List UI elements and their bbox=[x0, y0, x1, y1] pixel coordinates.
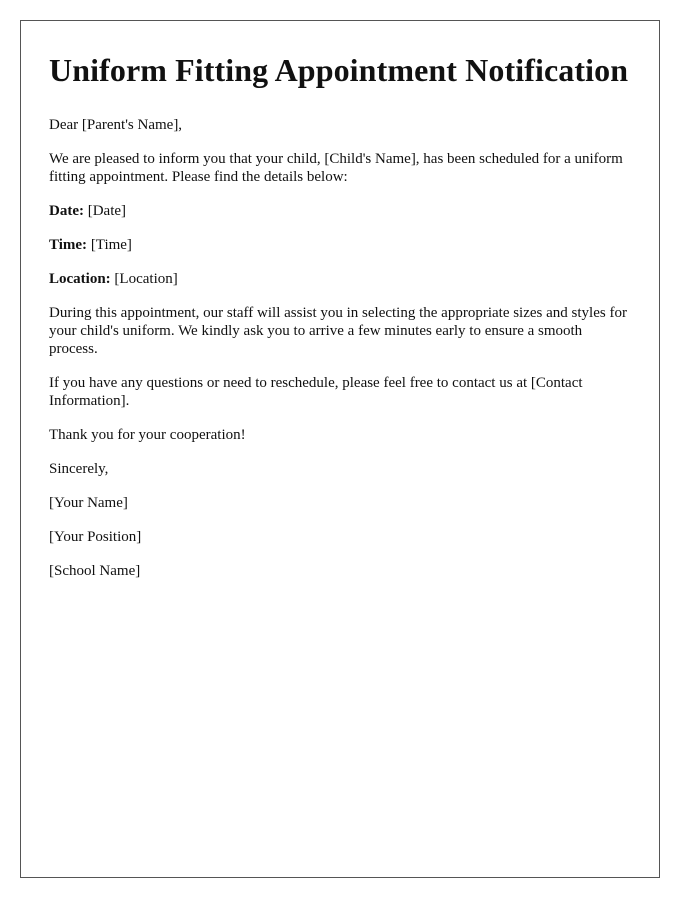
location-label: Location: bbox=[49, 271, 111, 287]
closing-line: Sincerely, bbox=[49, 461, 109, 477]
date-label: Date: bbox=[49, 203, 84, 219]
time-detail bbox=[49, 236, 631, 254]
date-value: [Date] bbox=[87, 203, 127, 219]
location-detail bbox=[49, 270, 631, 288]
letter-page bbox=[20, 20, 660, 878]
date-detail bbox=[49, 202, 631, 220]
location-value: [Location] bbox=[114, 271, 178, 287]
signature-name: [Your Name] bbox=[49, 495, 128, 511]
greeting: Dear [Parent's Name], bbox=[49, 117, 183, 133]
signature-school: [School Name] bbox=[49, 563, 141, 579]
contact-info-paragraph: If you have any questions or need to reschedule, please feel free to contact us at [Contact Information]. bbox=[49, 375, 583, 409]
signature-position: [Your Position] bbox=[49, 529, 142, 545]
appointment-info-paragraph: During this appointment, our staff will assist you in selecting the appropriate sizes and styles for your child's uniform. We kindly ask you to arrive a few minutes early to ensure a smooth process. bbox=[49, 305, 627, 357]
time-value: [Time] bbox=[90, 237, 132, 253]
time-label: Time: bbox=[49, 237, 88, 253]
letter-title: Uniform Fitting Appointment Notification bbox=[49, 52, 629, 88]
thanks-line: Thank you for your cooperation! bbox=[49, 427, 246, 443]
intro-paragraph: We are pleased to inform you that your child, [Child's Name], has been scheduled for a uniform fitting appointment. Please find the details below: bbox=[49, 151, 623, 185]
